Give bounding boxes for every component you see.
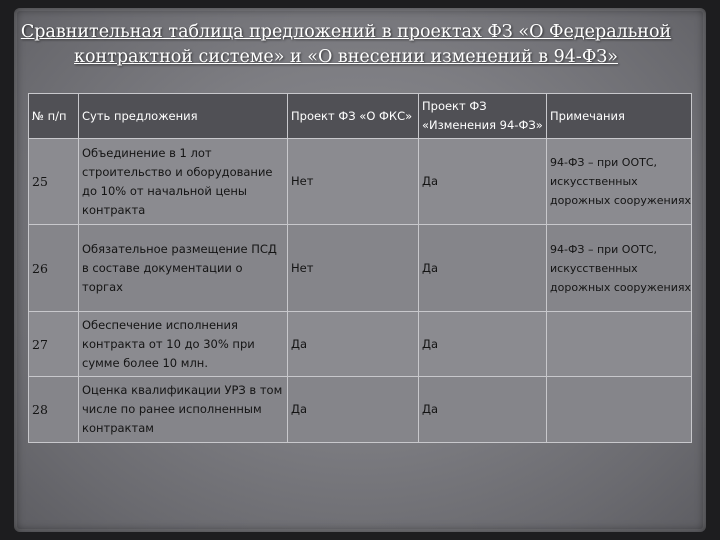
table-row (29, 139, 692, 225)
header-fks: Проект ФЗ «О ФКС» (288, 94, 419, 139)
header-changes: Проект ФЗ «Изменения 94-ФЗ» (419, 94, 547, 139)
row-changes: Да (419, 312, 547, 377)
row-num: 25 (29, 139, 79, 225)
row-changes: Да (419, 225, 547, 312)
comparison-table (28, 93, 692, 443)
table-row (29, 312, 692, 377)
title-line-2: контрактной системе» и «О внесении изменений в 94-ФЗ» (74, 47, 618, 67)
row-changes: Да (419, 139, 547, 225)
title-line-1: Сравнительная таблица предложений в проектах ФЗ «О Федеральной (20, 22, 672, 42)
row-essence: Оценка квалификации УРЗ в том числе по ранее исполненным контрактам (79, 377, 288, 443)
row-essence: Объединение в 1 лот строительство и оборудование до 10% от начальной цены контракта (79, 139, 288, 225)
row-fks: Да (288, 312, 419, 377)
row-essence: Обязательное размещение ПСД в составе документации о торгах (79, 225, 288, 312)
row-notes: 94-ФЗ – при ООТС, искусственных дорожных сооружениях (547, 225, 692, 312)
row-fks: Нет (288, 139, 419, 225)
row-changes: Да (419, 377, 547, 443)
row-num: 26 (29, 225, 79, 312)
row-num: 27 (29, 312, 79, 377)
row-notes (547, 312, 692, 377)
slide-title (20, 20, 672, 70)
table-row (29, 377, 692, 443)
header-num: № п/п (29, 94, 79, 139)
row-num: 28 (29, 377, 79, 443)
row-fks: Нет (288, 225, 419, 312)
table-header-row (29, 94, 692, 139)
row-essence: Обеспечение исполнения контракта от 10 до 30% при сумме более 10 млн. (79, 312, 288, 377)
row-notes (547, 377, 692, 443)
row-fks: Да (288, 377, 419, 443)
row-notes: 94-ФЗ – при ООТС, искусственных дорожных сооружениях (547, 139, 692, 225)
header-essence: Суть предложения (79, 94, 288, 139)
table-row (29, 225, 692, 312)
header-notes: Примечания (547, 94, 692, 139)
